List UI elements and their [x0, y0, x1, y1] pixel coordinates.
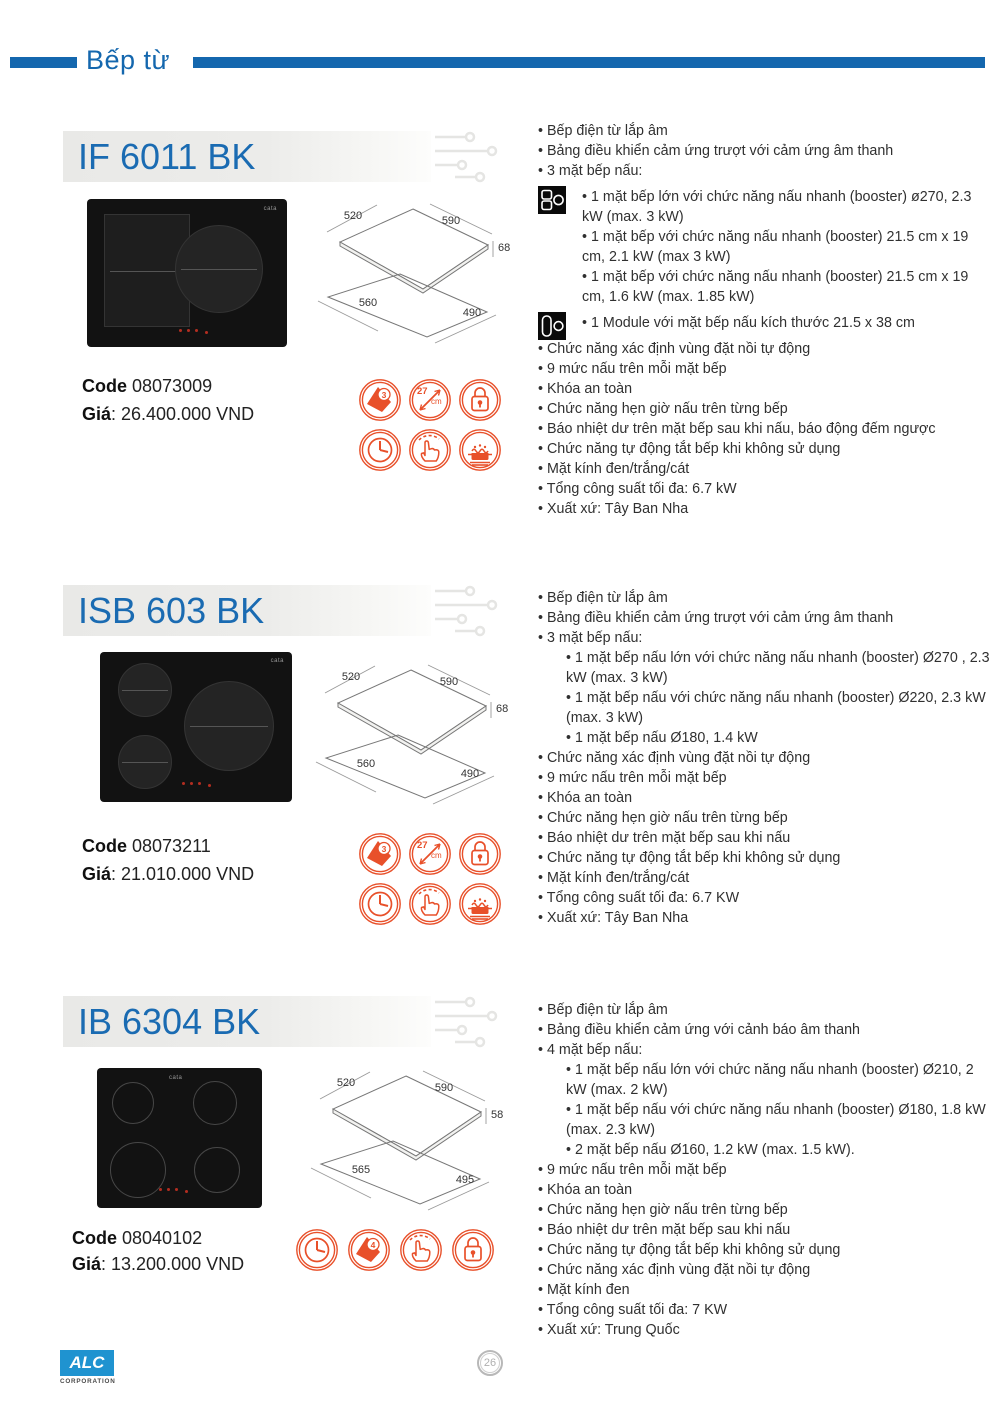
feature-item: • Bếp điện từ lắp âm [538, 121, 990, 141]
dim-label: 560 [358, 297, 378, 309]
cooking-zone-circle [194, 1147, 240, 1193]
dim-label: 520 [341, 671, 361, 683]
feature-item: • Bếp điện từ lắp âm [538, 588, 990, 608]
alc-logo: ALC [60, 1350, 114, 1376]
feature-item: • Bảng điều khiển cảm ứng trượt với cảm ứng âm thanh [538, 141, 990, 161]
feature-item: • Khóa an toàn [538, 1180, 990, 1200]
feature-item: • 2 mặt bếp nấu Ø160, 1.2 kW (max. 1.5 kW). [566, 1140, 990, 1160]
feature-item: • Bảng điều khiển cảm ứng với cảnh báo âm thanh [538, 1020, 990, 1040]
dim-label: 590 [441, 215, 461, 227]
product-photo [97, 1068, 262, 1208]
feature-item: • Bếp điện từ lắp âm [538, 1000, 990, 1020]
booster-x3-icon: 3 [358, 378, 402, 422]
dim-label: 560 [356, 758, 376, 770]
feature-item: • 1 mặt bếp lớn với chức năng nấu nhanh (booster) ø270, 2.3 kW (max. 3 kW) [582, 187, 990, 227]
feature-item: • 3 mặt bếp nấu: [538, 628, 990, 648]
feature-item: • 4 mặt bếp nấu: [538, 1040, 990, 1060]
alc-logo-subtitle: CORPORATION [60, 1378, 116, 1385]
feature-item: • 1 mặt bếp nấu lớn với chức năng nấu nhanh (booster) Ø270 , 2.3 kW (max. 3 kW) [566, 648, 990, 688]
feature-item: • Khóa an toàn [538, 379, 990, 399]
feature-item: • 1 Module với mặt bếp nấu kích thước 21.5 x 38 cm [582, 313, 990, 333]
dim-label: 590 [434, 1082, 454, 1094]
product-price: Giá: 26.400.000 VND [82, 404, 255, 424]
product-code: Code 08073211 [82, 836, 211, 856]
feature-item: • Báo nhiệt dư trên mặt bếp sau khi nấu, báo động đếm ngược [538, 419, 990, 439]
feature-item: • Chức năng xác định vùng đặt nồi tự động [538, 748, 990, 768]
feature-item: • 9 mức nấu trên mỗi mặt bếp [538, 1160, 990, 1180]
booster-x4-icon: 4 [347, 1228, 391, 1272]
dim-label: 58 [491, 1109, 504, 1121]
cooking-zone-circle [112, 1082, 154, 1124]
dimension-diagram [293, 1064, 508, 1212]
dim-label: 68 [498, 242, 511, 254]
dim-label: 520 [336, 1077, 356, 1089]
control-panel-marks [159, 1188, 162, 1191]
product-code: Code 08040102 [72, 1228, 203, 1248]
pan-diameter-27cm-icon: 27 cm [408, 832, 452, 876]
dim-label: 495 [455, 1174, 475, 1186]
feature-item: • Tổng công suất tối đa: 6.7 kW [538, 479, 990, 499]
feature-item: • 3 mặt bếp nấu: [538, 161, 990, 181]
touch-control-icon [399, 1228, 443, 1272]
feature-item: • 1 mặt bếp với chức năng nấu nhanh (booster) 21.5 cm x 19 cm, 1.6 kW (max. 1.85 kW) [582, 267, 990, 307]
brand-mark: cata [263, 206, 277, 212]
dim-label: 68 [496, 703, 509, 715]
dim-label: 590 [439, 676, 459, 688]
feature-item: • 9 mức nấu trên mỗi mặt bếp [538, 768, 990, 788]
cooking-zone-circle [110, 1142, 166, 1198]
product-title: IB 6304 BK [78, 1001, 261, 1042]
feature-item: • Chức năng xác định vùng đặt nồi tự động [538, 1260, 990, 1280]
feature-item: • Chức năng tự động tắt bếp khi không sử dụng [538, 439, 990, 459]
cooking-zone-circle [193, 1081, 237, 1125]
feature-item: • Chức năng hẹn giờ nấu trên từng bếp [538, 399, 990, 419]
feature-item: • 1 mặt bếp nấu lớn với chức năng nấu nhanh (booster) Ø210, 2 kW (max. 2 kW) [566, 1060, 990, 1100]
feature-list [538, 1000, 990, 1340]
feature-item: • 1 mặt bếp nấu Ø180, 1.4 kW [566, 728, 990, 748]
feature-item: • Xuất xứ: Tây Ban Nha [538, 499, 990, 519]
brand-mark: cata [270, 658, 284, 664]
feature-item: • 9 mức nấu trên mỗi mặt bếp [538, 359, 990, 379]
product-title: IF 6011 BK [78, 136, 256, 177]
product-title: ISB 603 BK [78, 590, 265, 631]
feature-item: • Báo nhiệt dư trên mặt bếp sau khi nấu [538, 1220, 990, 1240]
feature-item: • Mặt kính đen/trắng/cát [538, 868, 990, 888]
brand-mark: cata [169, 1075, 183, 1081]
timer-clock-icon [295, 1228, 339, 1272]
feature-item: • Xuất xứ: Tây Ban Nha [538, 908, 990, 928]
dim-label: 490 [462, 307, 482, 319]
feature-item: • Chức năng xác định vùng đặt nồi tự động [538, 339, 990, 359]
product-title-banner [63, 996, 431, 1047]
feature-item: • Mặt kính đen [538, 1280, 990, 1300]
feature-item: • Chức năng tự động tắt bếp khi không sử dụng [538, 848, 990, 868]
page-number: 26 [477, 1350, 503, 1376]
feature-item: • Báo nhiệt dư trên mặt bếp sau khi nấu [538, 828, 990, 848]
feature-item: • Xuất xứ: Trung Quốc [538, 1320, 990, 1340]
page-title: Bếp từ [86, 45, 171, 75]
feature-item: • 1 mặt bếp với chức năng nấu nhanh (booster) 21.5 cm x 19 cm, 2.1 kW (max 3 kW) [582, 227, 990, 267]
dim-label: 490 [460, 768, 480, 780]
feature-item: • Chức năng hẹn giờ nấu trên từng bếp [538, 1200, 990, 1220]
product-price: Giá: 21.010.000 VND [82, 864, 255, 884]
safety-lock-icon [451, 1228, 495, 1272]
product-code: Code 08073009 [82, 376, 213, 396]
feature-item: • 1 mặt bếp nấu với chức năng nấu nhanh (booster) Ø180, 1.8 kW (max. 2.3 kW) [566, 1100, 990, 1140]
product-price: Giá: 13.200.000 VND [72, 1254, 245, 1274]
dim-label: 520 [343, 210, 363, 222]
feature-item: • Chức năng tự động tắt bếp khi không sử dụng [538, 1240, 990, 1260]
feature-item: • Bảng điều khiển cảm ứng trượt với cảm ứng âm thanh [538, 608, 990, 628]
feature-item: • Tổng công suất tối đa: 7 KW [538, 1300, 990, 1320]
feature-item: • Khóa an toàn [538, 788, 990, 808]
booster-x3-icon: 3 [358, 832, 402, 876]
feature-item: • Tổng công suất tối đa: 6.7 KW [538, 888, 990, 908]
feature-item: • 1 mặt bếp nấu với chức năng nấu nhanh (booster) Ø220, 2.3 kW (max. 3 kW) [566, 688, 990, 728]
feature-item: • Chức năng hẹn giờ nấu trên từng bếp [538, 808, 990, 828]
circuit-decoration-icon [435, 996, 513, 1048]
dim-label: 565 [351, 1164, 371, 1176]
feature-item: • Mặt kính đen/trắng/cát [538, 459, 990, 479]
pan-diameter-27cm-icon: 27 cm [408, 378, 452, 422]
